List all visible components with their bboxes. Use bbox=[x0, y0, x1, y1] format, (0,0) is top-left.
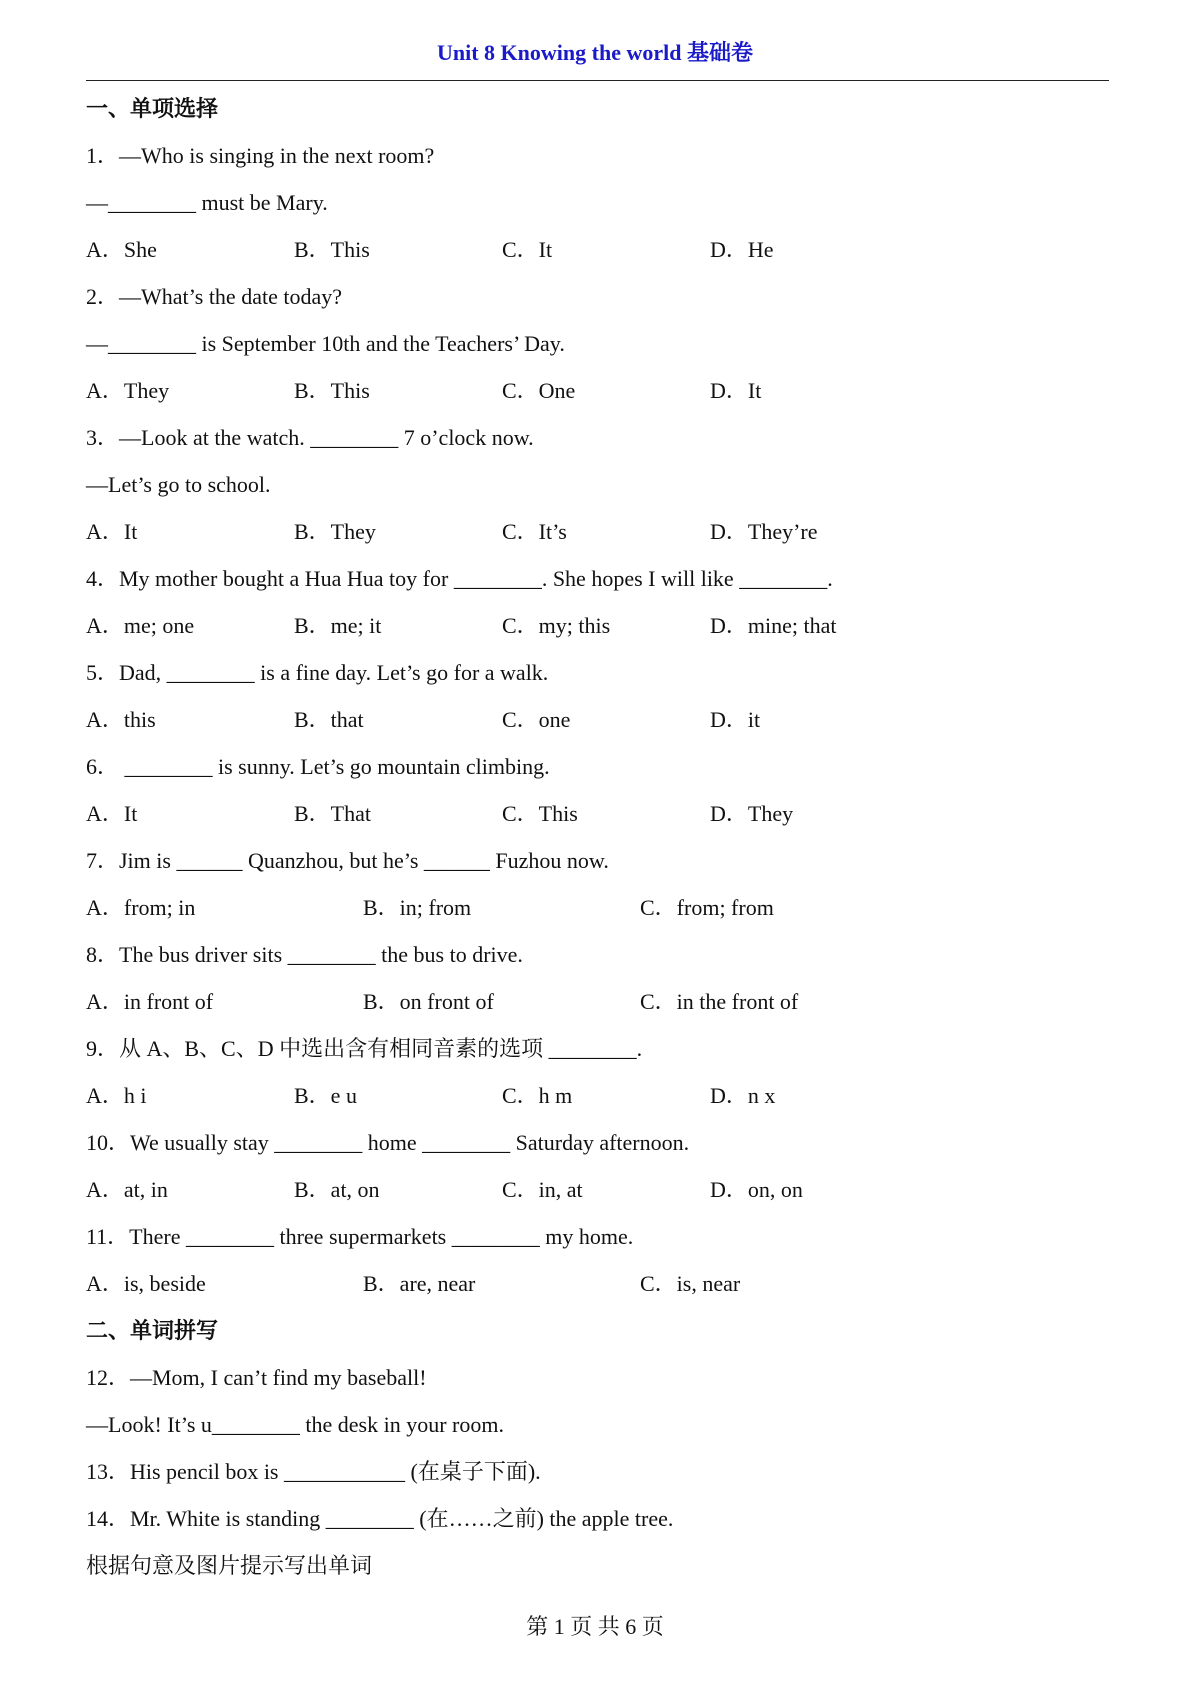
answer-option: A．She bbox=[86, 237, 157, 262]
answer-option: A．h i bbox=[86, 1083, 147, 1108]
question-line: —________ is September 10th and the Teachers’ Day. bbox=[86, 331, 565, 356]
answer-option: B．me; it bbox=[294, 613, 382, 638]
answer-options bbox=[86, 1173, 1109, 1220]
question-line: —Look! It’s u________ the desk in your room. bbox=[86, 1412, 504, 1437]
question-line: 10．We usually stay ________ home ________ Saturday afternoon. bbox=[86, 1130, 690, 1155]
answer-option: B．This bbox=[294, 378, 370, 403]
exam-content bbox=[86, 92, 1109, 1596]
answer-option: B．are, near bbox=[363, 1271, 476, 1296]
answer-option: D．on, on bbox=[710, 1177, 803, 1202]
answer-option: C．in, at bbox=[502, 1177, 583, 1202]
answer-option: D．It bbox=[710, 378, 762, 403]
answer-option: C．from; from bbox=[640, 895, 774, 920]
answer-options bbox=[86, 891, 1109, 938]
answer-option: C．This bbox=[502, 801, 578, 826]
answer-option: B．This bbox=[294, 237, 370, 262]
answer-option: B．They bbox=[294, 519, 376, 544]
answer-option: B．in; from bbox=[363, 895, 472, 920]
answer-options bbox=[86, 609, 1109, 656]
answer-options bbox=[86, 703, 1109, 750]
question-line: —Let’s go to school. bbox=[86, 472, 271, 497]
question-line: 1．—Who is singing in the next room? bbox=[86, 143, 435, 168]
section-heading: 一、单项选择 bbox=[86, 96, 219, 121]
answer-option: D．n x bbox=[710, 1083, 776, 1108]
answer-option: A．me; one bbox=[86, 613, 195, 638]
answer-option: C．one bbox=[502, 707, 571, 732]
answer-option: A．this bbox=[86, 707, 156, 732]
question-line: 5．Dad, ________ is a fine day. Let’s go for a walk. bbox=[86, 660, 549, 685]
answer-option: D．They bbox=[710, 801, 794, 826]
answer-option: D．it bbox=[710, 707, 761, 732]
answer-options bbox=[86, 233, 1109, 280]
answer-options bbox=[86, 1267, 1109, 1314]
answer-option: B．e u bbox=[294, 1083, 357, 1108]
answer-option: A．It bbox=[86, 519, 138, 544]
question-line: 4．My mother bought a Hua Hua toy for ________. She hopes I will like ________. bbox=[86, 566, 833, 591]
question-line: 11．There ________ three supermarkets ________ my home. bbox=[86, 1224, 634, 1249]
answer-options bbox=[86, 797, 1109, 844]
question-line: 2．—What’s the date today? bbox=[86, 284, 342, 309]
answer-option: D．mine; that bbox=[710, 613, 837, 638]
answer-option: C．One bbox=[502, 378, 576, 403]
question-line: 13．His pencil box is ___________ (在桌子下面). bbox=[86, 1459, 541, 1484]
answer-option: C．It bbox=[502, 237, 553, 262]
question-line: 12．—Mom, I can’t find my baseball! bbox=[86, 1365, 427, 1390]
question-line: 9．从 A、B、C、D 中选出含有相同音素的选项 ________. bbox=[86, 1036, 643, 1061]
answer-option: A．at, in bbox=[86, 1177, 168, 1202]
question-line: 8．The bus driver sits ________ the bus to drive. bbox=[86, 942, 523, 967]
question-line: 7．Jim is ______ Quanzhou, but he’s ______ Fuzhou now. bbox=[86, 848, 609, 873]
answer-option: C．my; this bbox=[502, 613, 611, 638]
question-line: 根据句意及图片提示写出单词 bbox=[86, 1553, 373, 1578]
answer-options bbox=[86, 374, 1109, 421]
answer-option: D．They’re bbox=[710, 519, 818, 544]
answer-option: A．It bbox=[86, 801, 138, 826]
answer-option: A．They bbox=[86, 378, 170, 403]
answer-options bbox=[86, 1079, 1109, 1126]
answer-option: B．That bbox=[294, 801, 371, 826]
answer-options bbox=[86, 515, 1109, 562]
answer-option: D．He bbox=[710, 237, 774, 262]
section-heading: 二、单词拼写 bbox=[86, 1318, 219, 1343]
question-line: 6． ________ is sunny. Let’s go mountain climbing. bbox=[86, 754, 550, 779]
answer-option: B．at, on bbox=[294, 1177, 380, 1202]
answer-option: A．is, beside bbox=[86, 1271, 206, 1296]
question-line: —________ must be Mary. bbox=[86, 190, 328, 215]
answer-options bbox=[86, 985, 1109, 1032]
answer-option: A．from; in bbox=[86, 895, 196, 920]
answer-option: C．It’s bbox=[502, 519, 567, 544]
page-title: Unit 8 Knowing the world 基础卷 bbox=[437, 40, 753, 65]
answer-option: C．in the front of bbox=[640, 989, 799, 1014]
page-footer: 第 1 页 共 6 页 bbox=[526, 1614, 664, 1639]
answer-option: B．that bbox=[294, 707, 364, 732]
answer-option: C．is, near bbox=[640, 1271, 741, 1296]
question-line: 3．—Look at the watch. ________ 7 o’clock now. bbox=[86, 425, 534, 450]
answer-option: B．on front of bbox=[363, 989, 494, 1014]
header-divider bbox=[86, 80, 1109, 81]
answer-option: A．in front of bbox=[86, 989, 214, 1014]
answer-option: C．h m bbox=[502, 1083, 573, 1108]
question-line: 14．Mr. White is standing ________ (在……之前) the apple tree. bbox=[86, 1506, 674, 1531]
